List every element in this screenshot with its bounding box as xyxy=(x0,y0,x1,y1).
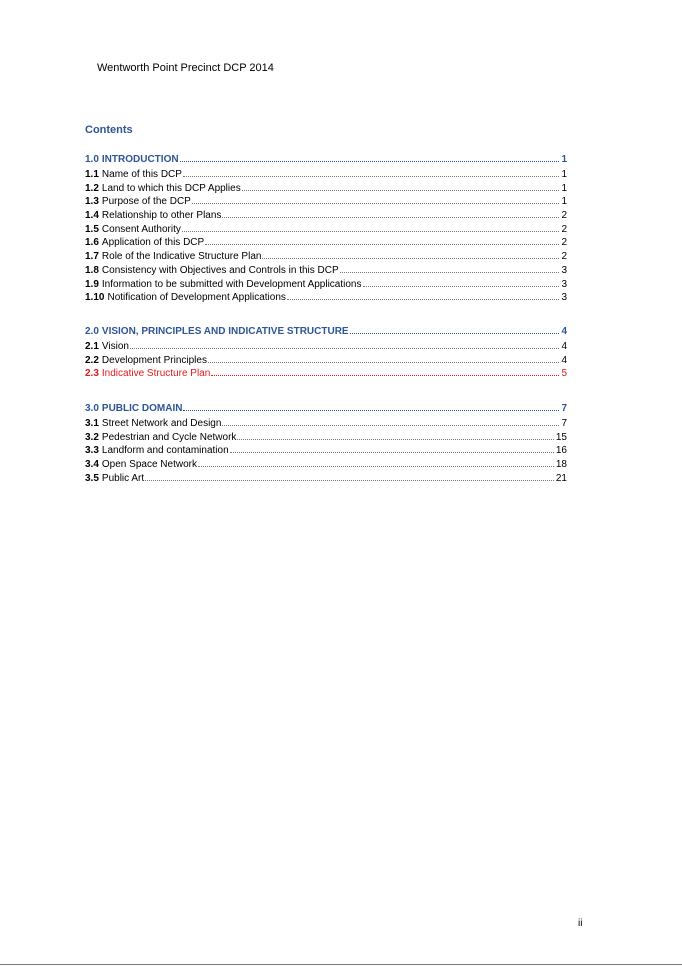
toc-section-heading[interactable] xyxy=(85,324,567,340)
toc-entry-number: 1.8 xyxy=(85,264,99,276)
toc-entry-label: Role of the Indicative Structure Plan xyxy=(101,251,262,263)
toc-page-number: 1 xyxy=(561,154,567,165)
toc-entry-number: 1.3 xyxy=(85,196,99,208)
toc-entry[interactable] xyxy=(85,278,567,292)
toc-page-number: 2 xyxy=(561,223,567,235)
toc-page-number: 1 xyxy=(561,196,567,208)
toc-leader-dots xyxy=(222,216,559,218)
document-header-title: Wentworth Point Precinct DCP 2014 xyxy=(97,62,274,74)
toc-entry-number: 1.7 xyxy=(85,251,99,263)
toc-entry[interactable] xyxy=(85,195,567,209)
toc-entry-number: 1.4 xyxy=(85,210,99,222)
toc-section-2 xyxy=(85,324,567,381)
toc-entry-label: Relationship to other Plans xyxy=(101,210,222,222)
toc-page-number: 2 xyxy=(561,237,567,249)
toc-leader-dots xyxy=(363,285,560,287)
toc-page-number: 3 xyxy=(561,264,567,276)
contents-heading: Contents xyxy=(85,124,133,136)
toc-entry-number: 2.1 xyxy=(85,341,99,352)
toc-leader-dots xyxy=(208,361,559,363)
toc-entry[interactable] xyxy=(85,209,567,223)
footer-page-number: ii xyxy=(578,918,583,929)
toc-entry-number: 2.3 xyxy=(85,368,99,380)
toc-leader-dots xyxy=(262,257,559,259)
toc-page-number: 7 xyxy=(561,418,567,429)
toc-entry-label: Application of this DCP xyxy=(101,237,205,249)
toc-page-number: 18 xyxy=(555,459,567,471)
toc-section-title: INTRODUCTION xyxy=(101,154,179,165)
toc-leader-dots xyxy=(242,189,560,191)
toc-entry[interactable] xyxy=(85,417,567,431)
toc-entry[interactable] xyxy=(85,291,567,305)
toc-entry-label: Pedestrian and Cycle Network xyxy=(101,431,237,443)
toc-leader-dots xyxy=(180,160,560,162)
toc-entry-label: Consistency with Objectives and Controls in this DCP xyxy=(101,264,339,276)
toc-leader-dots xyxy=(198,465,554,467)
toc-entry-number: 3.1 xyxy=(85,418,99,429)
toc-page-number: 3 xyxy=(561,292,567,304)
toc-section-number: 1.0 xyxy=(85,154,99,165)
toc-leader-dots xyxy=(350,332,560,334)
toc-section-number: 3.0 xyxy=(85,403,99,414)
toc-entry-label: Name of this DCP xyxy=(101,169,182,180)
toc-page-number: 1 xyxy=(561,169,567,180)
toc-entry-number: 1.1 xyxy=(85,169,99,180)
toc-entry-label: Consent Authority xyxy=(101,223,181,235)
toc-entry[interactable] xyxy=(85,431,567,445)
toc-page-number: 5 xyxy=(561,368,567,380)
toc-entry-label: Street Network and Design xyxy=(101,418,222,429)
toc-section-title: VISION, PRINCIPLES AND INDICATIVE STRUCTURE xyxy=(101,326,349,337)
toc-entry[interactable] xyxy=(85,264,567,278)
toc-entry-number: 1.10 xyxy=(85,292,105,304)
toc-entry-label: Open Space Network xyxy=(101,459,197,471)
toc-page-number: 21 xyxy=(555,472,567,484)
toc-section-heading[interactable] xyxy=(85,152,567,168)
toc-entry-label: Indicative Structure Plan xyxy=(101,368,211,380)
toc-leader-dots xyxy=(182,230,560,232)
toc-page-number: 4 xyxy=(561,341,567,352)
toc-entry[interactable] xyxy=(85,444,567,458)
toc-leader-dots xyxy=(237,438,553,440)
toc-entry[interactable] xyxy=(85,168,567,182)
toc-page-number: 7 xyxy=(561,403,567,414)
toc-leader-dots xyxy=(211,374,559,376)
toc-page-number: 1 xyxy=(561,182,567,194)
toc-leader-dots xyxy=(287,298,560,300)
toc-page-number: 4 xyxy=(561,354,567,366)
toc-entry-label: Information to be submitted with Development Applications xyxy=(101,278,362,290)
toc-page-number: 2 xyxy=(561,251,567,263)
toc-entry-number: 2.2 xyxy=(85,354,99,366)
toc-section-heading[interactable] xyxy=(85,401,567,417)
toc-section-number: 2.0 xyxy=(85,326,99,337)
toc-entry[interactable] xyxy=(85,223,567,237)
toc-entry-label: Vision xyxy=(101,341,129,352)
toc-entry-number: 3.2 xyxy=(85,431,99,443)
toc-entry-highlighted[interactable] xyxy=(85,367,567,381)
toc-section-title: PUBLIC DOMAIN xyxy=(101,403,183,414)
toc-page-number: 3 xyxy=(561,278,567,290)
toc-leader-dots xyxy=(183,175,560,177)
toc-leader-dots xyxy=(340,271,560,273)
toc-page-number: 16 xyxy=(555,445,567,457)
toc-entry-label: Development Principles xyxy=(101,354,207,366)
toc-leader-dots xyxy=(230,451,554,453)
toc-entry-number: 1.2 xyxy=(85,182,99,194)
toc-leader-dots xyxy=(145,479,554,481)
toc-section-3 xyxy=(85,401,567,485)
toc-leader-dots xyxy=(205,243,559,245)
toc-entry-number: 1.9 xyxy=(85,278,99,290)
toc-section-1 xyxy=(85,152,567,305)
toc-leader-dots xyxy=(192,202,560,204)
toc-entry-label: Notification of Development Applications xyxy=(107,292,286,304)
toc-leader-dots xyxy=(130,347,559,349)
toc-entry-label: Purpose of the DCP xyxy=(101,196,191,208)
toc-entry-number: 1.6 xyxy=(85,237,99,249)
toc-entry-label: Landform and contamination xyxy=(101,445,229,457)
toc-leader-dots xyxy=(222,424,559,426)
toc-leader-dots xyxy=(183,409,559,411)
toc-page-number: 15 xyxy=(555,431,567,443)
toc-entry[interactable] xyxy=(85,472,567,486)
toc-page-number: 4 xyxy=(561,326,567,337)
toc-entry[interactable] xyxy=(85,236,567,250)
toc-page-number: 2 xyxy=(561,210,567,222)
toc-entry-label: Land to which this DCP Applies xyxy=(101,182,241,194)
toc-entry[interactable] xyxy=(85,354,567,368)
toc-entry[interactable] xyxy=(85,182,567,196)
toc-entry-number: 3.5 xyxy=(85,472,99,484)
page-bottom-divider xyxy=(0,964,682,965)
toc-entry[interactable] xyxy=(85,250,567,264)
toc-entry[interactable] xyxy=(85,340,567,354)
toc-entry-number: 3.4 xyxy=(85,459,99,471)
toc-entry-number: 3.3 xyxy=(85,445,99,457)
toc-entry[interactable] xyxy=(85,458,567,472)
toc-entry-label: Public Art xyxy=(101,472,145,484)
toc-entry-number: 1.5 xyxy=(85,223,99,235)
